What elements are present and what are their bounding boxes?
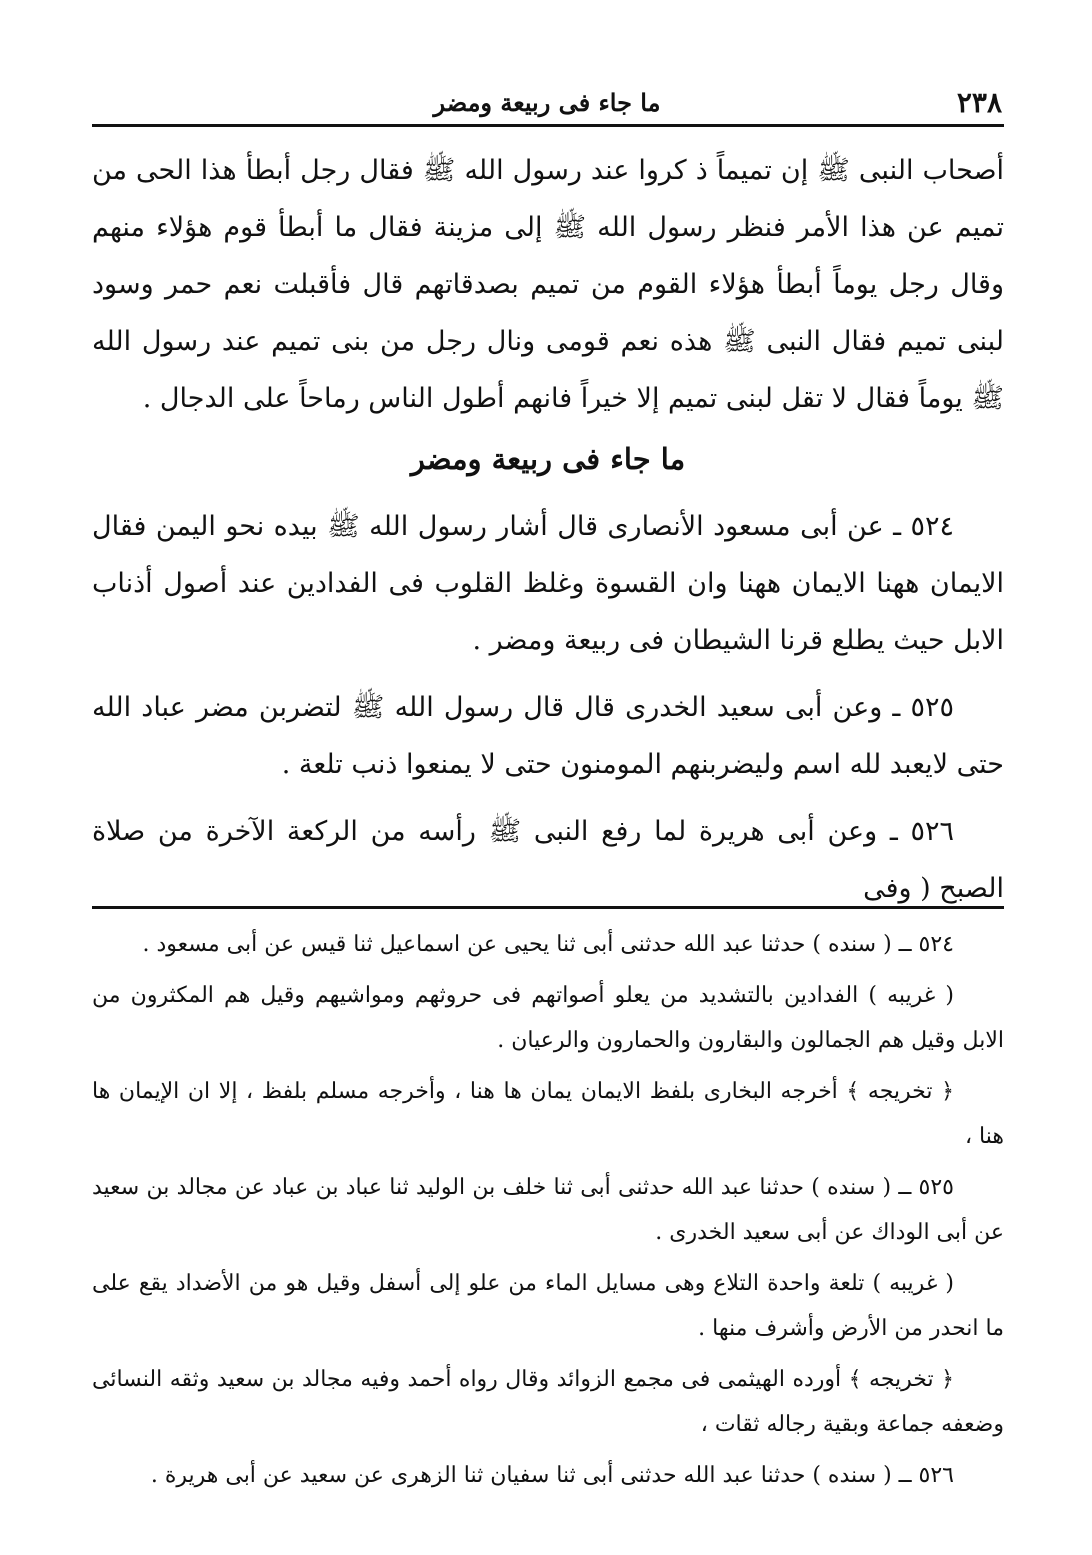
section-title: ما جاء فى ربيعة ومضر bbox=[410, 442, 686, 476]
hadith-526: ٥٢٦ ـ وعن أبى هريرة لما رفع النبى ﷺ رأسه من الركعة الآخرة من صلاة الصبح ( وفى bbox=[92, 816, 1004, 904]
main-text bbox=[92, 142, 1004, 917]
running-title: ما جاء فى ربيعة ومضر bbox=[433, 88, 661, 117]
note-524-gharib: ( غريبه ) الفدادين بالتشديد من يعلو أصواتهم فى حروثهم ومواشيهم وقيل هم المكثرون من الابل وقيل هم الجمالون والبقارون والحمارون والرعيان . bbox=[92, 983, 1004, 1053]
note-524-takhrij: ﴿ تخريجه ﴾ أخرجه البخارى بلفظ الايمان يمان ها هنا ، وأخرجه مسلم بلفظ ، إلا ان الإيمان ها هنا ، bbox=[92, 1079, 1004, 1149]
continued-paragraph: أصحاب النبى ﷺ إن تميماً ذ كروا عند رسول الله ﷺ فقال رجل أبطأ هذا الحى من تميم عن هذا الأمر فنظر رسول الله ﷺ إلى مزينة فقال ما أبطأ قوم هؤلاء منهم وقال رجل يوماً أبطأ هؤلاء القوم من تميم بصدقاتهم قال فأقبلت نعم حمر وسود لبنى تميم فقال النبى ﷺ هذه نعم قومى ونال رجل من بنى تميم عند رسول الله ﷺ يوماً فقال لا تقل لبنى تميم إلا خيراً فانهم أطول الناس رماحاً على الدجال . bbox=[92, 155, 1004, 414]
hadith-524: ٥٢٤ ـ عن أبى مسعود الأنصارى قال أشار رسول الله ﷺ بيده نحو اليمن فقال الايمان ههنا الايمان ههنا وان القسوة وغلظ القلوب فى الفدادين عند أصول أذناب الابل حيث يطلع قرنا الشيطان فى ربيعة ومضر . bbox=[92, 511, 1004, 656]
running-header bbox=[92, 86, 1002, 120]
hadith-525: ٥٢٥ ـ وعن أبى سعيد الخدرى قال قال رسول الله ﷺ لتضربن مضر عباد الله حتى لايعبد لله اسم وليضربنهم المومنون حتى لا يمنعوا ذنب تلعة . bbox=[92, 692, 1004, 780]
footnotes-rule bbox=[92, 906, 1004, 909]
page-number: ٢٣٨ bbox=[956, 86, 1002, 119]
note-525-gharib: ( غريبه ) تلعة واحدة التلاع وهى مسايل الماء من علو إلى أسفل وقيل هو من الأضداد يقع على ما انحدر من الأرض وأشرف منها . bbox=[92, 1271, 1004, 1341]
footnotes bbox=[92, 922, 1004, 1504]
note-524-sanad: ٥٢٤ ــ ( سنده ) حدثنا عبد الله حدثنى أبى ثنا يحيى عن اسماعيل ثنا قيس عن أبى مسعود . bbox=[142, 932, 954, 957]
note-525-takhrij: ﴿ تخريجه ﴾ أورده الهيثمى فى مجمع الزوائد وقال رواه أحمد وفيه مجالد بن سعيد وثقه النسائى وضعفه جماعة وبقية رجاله ثقات ، bbox=[92, 1367, 1004, 1437]
note-525-sanad: ٥٢٥ ــ ( سنده ) حدثنا عبد الله حدثنى أبى ثنا خلف بن الوليد ثنا عباد بن عباد عن مجالد بن سعيد عن أبى الوداك عن أبى سعيد الخدرى . bbox=[92, 1175, 1004, 1245]
header-rule bbox=[92, 124, 1004, 127]
note-526-sanad: ٥٢٦ ــ ( سنده ) حدثنا عبد الله حدثنى أبى ثنا سفيان ثنا الزهرى عن سعيد عن أبى هريرة . bbox=[150, 1463, 954, 1488]
